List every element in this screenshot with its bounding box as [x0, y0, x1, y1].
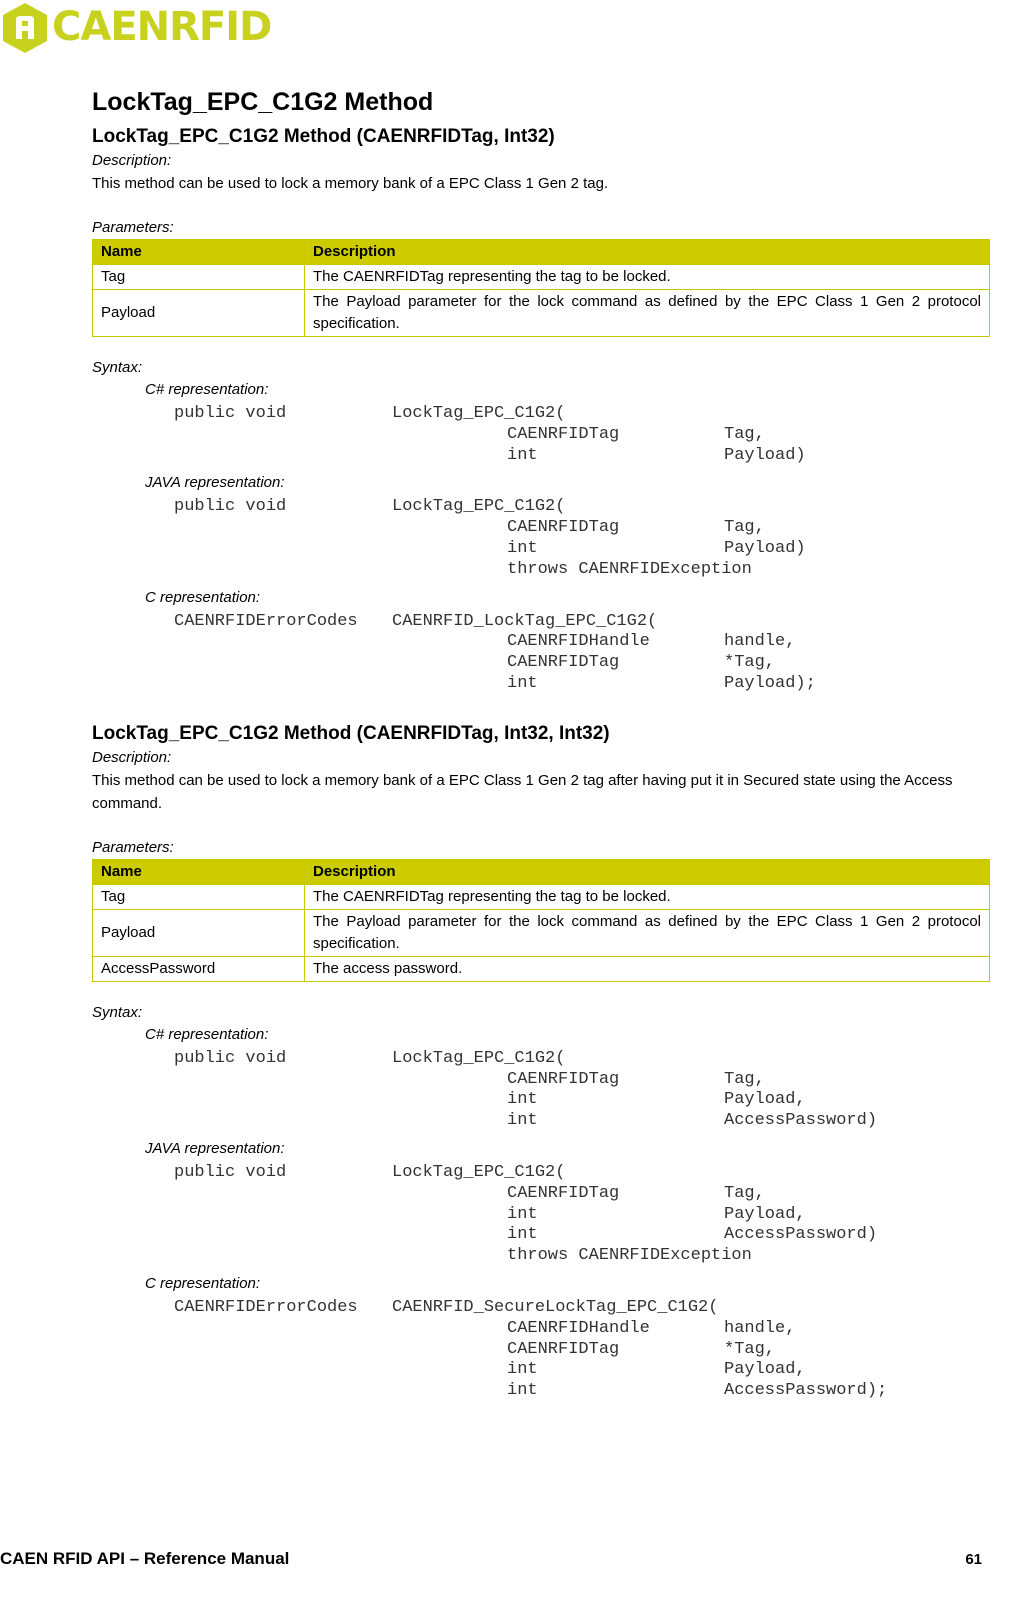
column-header: Description	[305, 859, 990, 884]
description-label: Description:	[92, 152, 172, 169]
representation-label: C representation:	[145, 1274, 261, 1292]
code-token: AccessPassword)	[724, 1225, 878, 1245]
code-block	[174, 404, 990, 466]
code-token: CAENRFIDErrorCodes	[174, 1297, 358, 1317]
code-token: CAENRFIDTag	[507, 1339, 620, 1359]
code-token: LockTag_EPC_C1G2(	[392, 1162, 566, 1182]
param-name: Payload	[93, 290, 305, 337]
code-token	[174, 1360, 392, 1381]
code-block	[174, 1298, 990, 1402]
code-token	[392, 518, 507, 539]
parameters-label: Parameters:	[92, 838, 174, 856]
column-header: Description	[305, 240, 990, 265]
description-text: This method can be used to lock a memory bank of a EPC Class 1 Gen 2 tag after having put it in Secured state using the Access command.	[92, 771, 953, 812]
code-block	[174, 612, 990, 695]
param-description: The access password.	[305, 956, 990, 981]
code-token	[392, 1111, 507, 1132]
code-token: int	[507, 1111, 538, 1131]
code-token	[507, 404, 724, 425]
code-token	[174, 1111, 392, 1132]
method-section	[92, 721, 990, 1402]
code-token: public void	[174, 1162, 287, 1182]
param-name: AccessPassword	[93, 956, 305, 981]
code-token	[392, 1381, 507, 1402]
caenrfid-logo	[0, 2, 280, 54]
table-row	[93, 290, 990, 337]
code-token	[392, 1225, 507, 1246]
column-header: Name	[93, 240, 305, 265]
code-line	[174, 1163, 990, 1184]
code-line	[174, 1070, 990, 1091]
table-row	[93, 909, 990, 956]
code-token	[174, 1319, 392, 1340]
code-token: int	[507, 445, 538, 465]
page-title: LockTag_EPC_C1G2 Method	[92, 88, 434, 116]
code-token: CAENRFIDTag	[507, 518, 620, 538]
code-token	[174, 632, 392, 653]
code-token: CAENRFIDTag	[507, 424, 620, 444]
code-token	[392, 1319, 507, 1340]
parameters-label: Parameters:	[92, 219, 174, 236]
code-token: Payload,	[724, 1090, 806, 1110]
code-token: CAENRFIDHandle	[507, 1318, 650, 1338]
code-line	[174, 425, 990, 446]
code-token: public void	[174, 497, 287, 517]
code-token: Tag,	[724, 1183, 765, 1203]
code-token: throws CAENRFIDException	[507, 559, 752, 579]
param-name: Payload	[93, 909, 305, 956]
code-token	[392, 539, 507, 560]
code-token	[174, 674, 392, 695]
param-name: Tag	[93, 884, 305, 909]
code-token: CAENRFID_LockTag_EPC_C1G2(	[392, 611, 658, 631]
code-block	[174, 1163, 990, 1267]
code-token	[392, 1184, 507, 1205]
code-token: CAENRFIDHandle	[507, 632, 650, 652]
parameters-table	[92, 859, 990, 982]
code-line	[174, 518, 990, 539]
code-token	[507, 497, 724, 518]
code-token: handle,	[724, 632, 796, 652]
code-token: int	[507, 1090, 538, 1110]
footer-title: CAEN RFID API – Reference Manual	[0, 1549, 290, 1568]
code-token: Tag,	[724, 424, 765, 444]
code-token: LockTag_EPC_C1G2(	[392, 1048, 566, 1068]
code-token: Tag,	[724, 518, 765, 538]
code-token	[392, 632, 507, 653]
code-token: *Tag,	[724, 1339, 776, 1359]
code-token: Payload)	[724, 445, 806, 465]
code-token: int	[507, 1360, 538, 1380]
representation-label: C# representation:	[145, 1025, 269, 1043]
code-token: Tag,	[724, 1069, 765, 1089]
code-token	[392, 653, 507, 674]
syntax-label: Syntax:	[92, 1003, 143, 1021]
code-token: throws CAENRFIDException	[507, 1246, 752, 1266]
code-token	[174, 1205, 392, 1226]
table-row	[93, 884, 990, 909]
code-token: CAENRFID_SecureLockTag_EPC_C1G2(	[392, 1297, 719, 1317]
code-token: Payload,	[724, 1204, 806, 1224]
code-token: int	[507, 1204, 538, 1224]
representation-label: C representation:	[145, 588, 261, 606]
section-heading: LockTag_EPC_C1G2 Method (CAENRFIDTag, Int32)	[92, 126, 555, 147]
code-token: CAENRFIDTag	[507, 653, 620, 673]
code-line	[174, 1319, 990, 1340]
param-description: The Payload parameter for the lock command as defined by the EPC Class 1 Gen 2 protocol specification.	[305, 909, 990, 956]
code-block	[174, 497, 990, 580]
method-sections	[92, 124, 990, 1402]
code-token: public void	[174, 404, 287, 423]
code-line	[174, 1205, 990, 1226]
code-line	[174, 1298, 990, 1319]
code-token	[507, 1298, 724, 1319]
code-token	[392, 1340, 507, 1361]
table-row	[93, 265, 990, 290]
code-line	[174, 446, 990, 467]
code-token: AccessPassword)	[724, 1111, 878, 1131]
code-line	[174, 1225, 990, 1246]
code-token	[174, 560, 392, 581]
table-row	[93, 956, 990, 981]
representation-label: C# representation:	[145, 381, 269, 398]
code-line	[174, 612, 990, 633]
code-line	[174, 1090, 990, 1111]
code-token	[392, 560, 507, 581]
code-token	[174, 1070, 392, 1091]
logo-hexagon-icon	[0, 2, 50, 54]
code-token	[507, 1049, 724, 1070]
code-token	[174, 539, 392, 560]
code-token: Payload)	[724, 538, 806, 558]
code-token	[392, 1205, 507, 1226]
code-line	[174, 1246, 990, 1267]
syntax-label: Syntax:	[92, 359, 143, 376]
code-line	[174, 1111, 990, 1132]
description-text: This method can be used to lock a memory bank of a EPC Class 1 Gen 2 tag.	[92, 175, 609, 192]
code-token	[174, 1340, 392, 1361]
column-header: Name	[93, 859, 305, 884]
code-token: handle,	[724, 1318, 796, 1338]
parameters-table	[92, 239, 990, 337]
code-token	[174, 518, 392, 539]
code-token	[174, 1246, 392, 1267]
code-line	[174, 1340, 990, 1361]
code-token: int	[507, 673, 538, 693]
table-header-row	[93, 240, 990, 265]
logo-wordmark: CAENRFID	[52, 4, 272, 50]
representation-label: JAVA representation:	[145, 1139, 285, 1157]
param-description: The Payload parameter for the lock command as defined by the EPC Class 1 Gen 2 protocol specification.	[305, 290, 990, 337]
description-label: Description:	[92, 748, 172, 766]
code-token: Payload);	[724, 673, 816, 693]
code-block	[174, 1049, 990, 1132]
code-token	[507, 1163, 724, 1184]
code-token: LockTag_EPC_C1G2(	[392, 404, 566, 423]
code-line	[174, 632, 990, 653]
code-token	[392, 1070, 507, 1091]
code-line	[174, 1184, 990, 1205]
code-token	[174, 425, 392, 446]
code-token	[392, 1090, 507, 1111]
code-token: CAENRFIDTag	[507, 1069, 620, 1089]
method-section	[92, 124, 990, 695]
table-header-row	[93, 859, 990, 884]
code-line	[174, 560, 990, 581]
code-token	[174, 1184, 392, 1205]
code-token	[392, 446, 507, 467]
code-token: LockTag_EPC_C1G2(	[392, 497, 566, 517]
section-heading: LockTag_EPC_C1G2 Method (CAENRFIDTag, Int32, Int32)	[92, 722, 610, 744]
code-token: int	[507, 1381, 538, 1401]
code-token	[392, 1246, 507, 1267]
code-line	[174, 404, 990, 425]
code-token	[174, 653, 392, 674]
param-name: Tag	[93, 265, 305, 290]
document-body	[92, 86, 990, 1402]
representation-label: JAVA representation:	[145, 474, 285, 492]
code-token: *Tag,	[724, 653, 776, 673]
code-line	[174, 539, 990, 560]
code-token	[507, 612, 724, 633]
code-token: AccessPassword);	[724, 1381, 888, 1401]
code-token: public void	[174, 1048, 287, 1068]
code-token: Payload,	[724, 1360, 806, 1380]
code-line	[174, 1049, 990, 1070]
code-token	[392, 1360, 507, 1381]
code-line	[174, 653, 990, 674]
code-token	[174, 1090, 392, 1111]
code-token	[174, 1225, 392, 1246]
code-token: int	[507, 1225, 538, 1245]
code-token: int	[507, 538, 538, 558]
param-description: The CAENRFIDTag representing the tag to be locked.	[305, 265, 990, 290]
code-line	[174, 674, 990, 695]
page-footer	[0, 1549, 990, 1569]
code-token: CAENRFIDErrorCodes	[174, 611, 358, 631]
code-token	[174, 446, 392, 467]
page-number: 61	[965, 1551, 982, 1568]
code-line	[174, 1381, 990, 1402]
code-token: CAENRFIDTag	[507, 1183, 620, 1203]
code-token	[392, 425, 507, 446]
code-token	[174, 1381, 392, 1402]
code-line	[174, 1360, 990, 1381]
param-description: The CAENRFIDTag representing the tag to be locked.	[305, 884, 990, 909]
code-token	[392, 674, 507, 695]
code-line	[174, 497, 990, 518]
